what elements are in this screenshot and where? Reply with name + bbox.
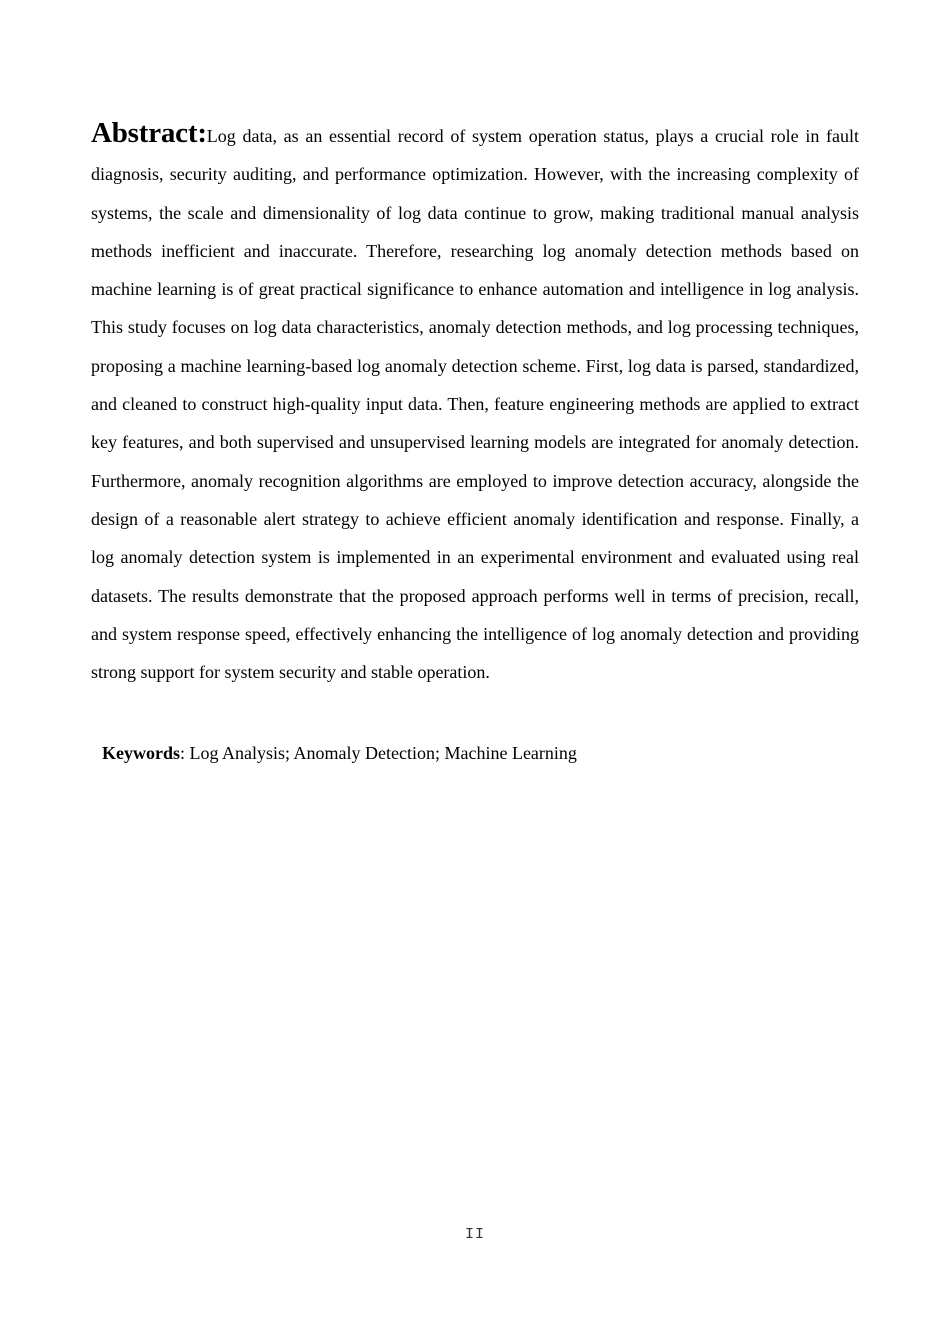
abstract-paragraph — [91, 114, 859, 691]
keywords-line — [102, 738, 862, 768]
abstract-heading: Abstract: — [91, 117, 207, 149]
page-number: II — [464, 1226, 485, 1243]
abstract-body: Log data, as an essential record of system operation status, plays a crucial role in fault diagnosis, security auditing, and performance optimization. However, with the increasing complexity of systems, the scale and dimensionality of log data continue to grow, making traditional manual analysis methods inefficient and inaccurate. Therefore, researching log anomaly detection methods based on machine learning is of great practical significance to enhance automation and intelligence in log analysis. This study focuses on log data characteristics, anomaly detection methods, and log processing techniques, proposing a machine learning-based log anomaly detection scheme. First, log data is parsed, standardized, and cleaned to construct high-quality input data. Then, feature engineering methods are applied to extract key features, and both supervised and unsupervised learning models are integrated for anomaly detection. Furthermore, anomaly recognition algorithms are employed to improve detection accuracy, alongside the design of a reasonable alert strategy to achieve efficient anomaly identification and response. Finally, a log anomaly detection system is implemented in an experimental environment and evaluated using real datasets. The results demonstrate that the proposed approach performs well in terms of precision, recall, and system response speed, effectively enhancing the intelligence of log anomaly detection and providing strong support for system security and stable operation. — [91, 126, 859, 683]
keywords-label: Keywords — [102, 743, 180, 763]
keywords-text: : Log Analysis; Anomaly Detection; Machine Learning — [180, 743, 577, 763]
